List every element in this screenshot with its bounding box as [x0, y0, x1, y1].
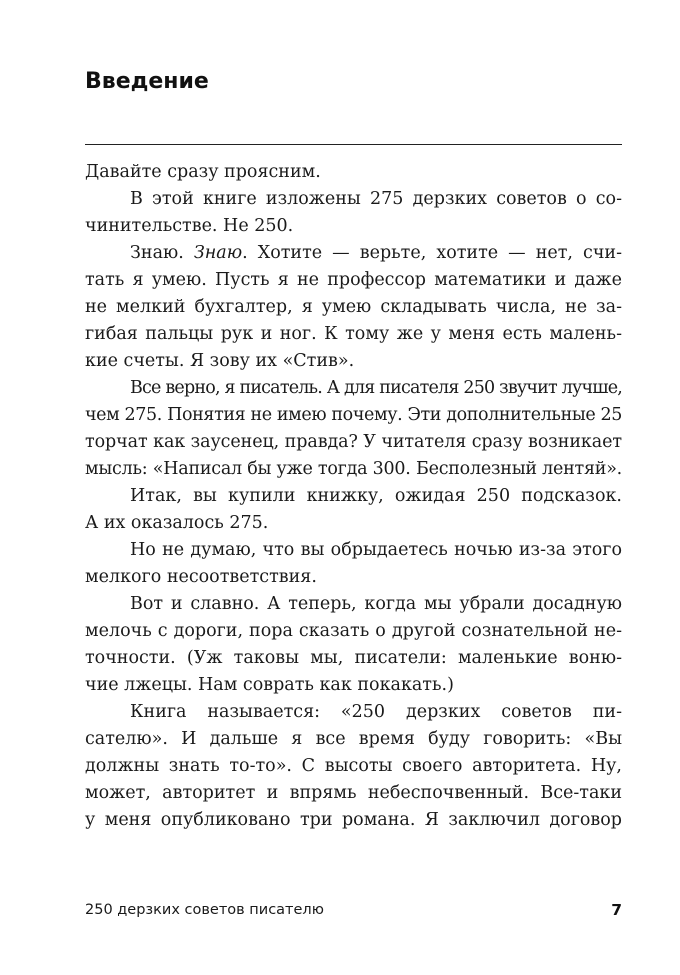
- running-footer-title: 250 дерзких советов писателю: [85, 902, 324, 918]
- text-line: Книга называется: «250 дерзких советов пи-: [130, 702, 622, 722]
- text-line: Итак, вы купили книжку, ожидая 250 подсказок.: [130, 486, 622, 506]
- text-line: Все верно, я писатель. А для писателя 250 звучит лучше,: [130, 378, 623, 398]
- page-number: 7: [611, 901, 622, 919]
- chapter-title: Введение: [85, 69, 209, 94]
- text-line: сателю». И дальше я все время буду говорить: «Вы: [85, 729, 622, 749]
- text-line: должны знать то-то». С высоты своего авторитета. Ну,: [85, 756, 622, 776]
- text-line: у меня опубликовано три романа. Я заключил договор: [85, 810, 622, 830]
- emphasis-text: Знаю: [193, 243, 243, 263]
- text-line: [85, 240, 622, 267]
- text-line: тать я умею. Пусть я не профессор математики и даже: [85, 270, 622, 290]
- text-line: кие счеты. Я зову их «Стив».: [85, 351, 355, 371]
- text-line: не мелкий бухгалтер, я умею складывать числа, не за-: [85, 297, 622, 317]
- text-line: чие лжецы. Нам соврать как покакать.): [85, 675, 454, 695]
- chapter-body: [85, 159, 622, 834]
- text-line: может, авторитет и впрямь небеспочвенный. Все-таки: [85, 783, 622, 803]
- text-line: точности. (Уж таковы мы, писатели: маленькие воню-: [85, 648, 622, 668]
- text-line: мысль: «Написал бы уже тогда 300. Бесполезный лентяй».: [85, 459, 623, 479]
- text-line: Вот и славно. А теперь, когда мы убрали досадную: [130, 594, 622, 614]
- text-line: В этой книге изложены 275 дерзких советов о со-: [130, 189, 622, 209]
- text-line: чем 275. Понятия не имею почему. Эти дополнительные 25: [85, 405, 623, 425]
- text-line: торчат как заусенец, правда? У читателя сразу возникает: [85, 432, 622, 452]
- text-line: Давайте сразу проясним.: [85, 162, 321, 182]
- text-line: Но не думаю, что вы обрыдаетесь ночью из-за этого: [130, 540, 622, 560]
- text-line: мелкого несоответствия.: [85, 567, 317, 587]
- text-line: гибая пальцы рук и ног. К тому же у меня есть малень-: [85, 324, 622, 344]
- text-line: А их оказалось 275.: [85, 513, 269, 533]
- text-run: . Хотите — верьте, хотите — нет, счи-: [242, 243, 622, 263]
- text-line: мелочь с дороги, пора сказать о другой сознательной не-: [85, 621, 622, 641]
- text-run: Знаю.: [130, 243, 194, 263]
- text-line: чинительстве. Не 250.: [85, 216, 294, 236]
- title-divider: [85, 144, 622, 145]
